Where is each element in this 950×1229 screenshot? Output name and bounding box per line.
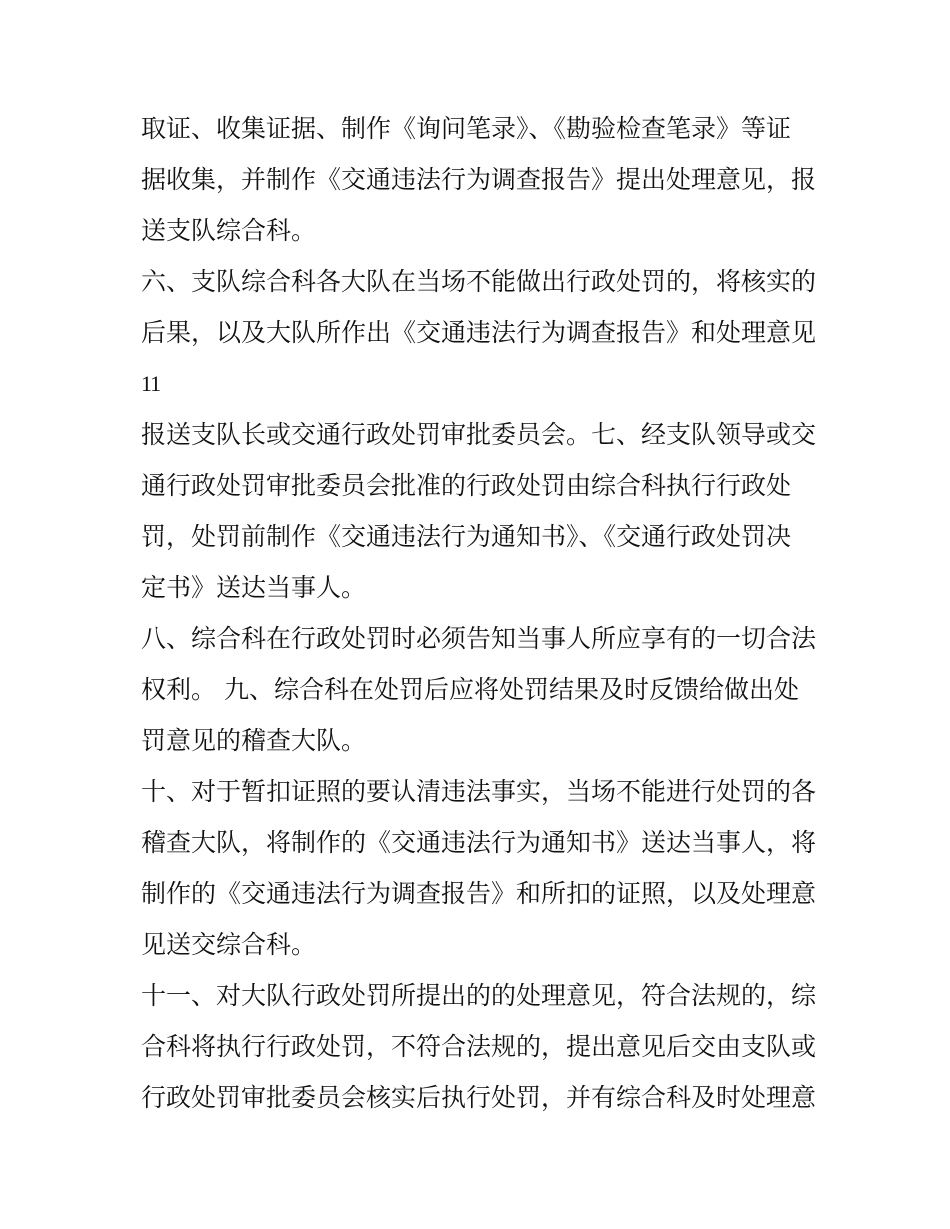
text-line: 罚，处罚前制作《交通违法行为通知书》、《交通行政处罚决 (141, 522, 792, 551)
text-line: 权利。 九、综合科在处罚后应将处罚结果及时反馈给做出处 (141, 675, 799, 704)
text-line: 六、支队综合科各大队在当场不能做出行政处罚的，将核实的 (141, 267, 817, 296)
text-line: 报送支队长或交通行政处罚审批委员会。七、经支队领导或交 (141, 420, 817, 449)
text-line: 合科将执行行政处罚，不符合法规的，提出意见后交由支队或 (141, 1032, 817, 1061)
text-line: 十一、对大队行政处罚所提出的的处理意见，符合法规的，综 (141, 981, 817, 1010)
text-line: 见送交综合科。 (141, 930, 317, 959)
text-line: 十、对于暂扣证照的要认清违法事实，当场不能进行处罚的各 (141, 777, 817, 806)
text-line: 罚意见的稽查大队。 (141, 726, 367, 755)
text-line: 定书》送达当事人。 (141, 573, 367, 602)
text-line: 稽查大队，将制作的《交通违法行为通知书》送达当事人，将 (141, 828, 817, 857)
text-line: 取证、收集证据、制作《询问笔录》、《勘验检查笔录》等证 (141, 114, 792, 143)
text-line: 后果，以及大队所作出《交通违法行为调查报告》和处理意见 (141, 318, 817, 347)
text-line: 行政处罚审批委员会核实后执行处罚，并有综合科及时处理意 (141, 1083, 817, 1112)
document-body (141, 103, 821, 1123)
text-line: 送支队综合科。 (141, 216, 317, 245)
text-line: 八、综合科在行政处罚时必须告知当事人所应享有的一切合法 (141, 624, 817, 653)
text-line: 制作的《交通违法行为调查报告》和所扣的证照，以及处理意 (141, 879, 817, 908)
text-line: 据收集，并制作《交通违法行为调查报告》提出处理意见，报 (141, 165, 817, 194)
page-number: 11 (141, 371, 161, 396)
text-line: 通行政处罚审批委员会批准的行政处罚由综合科执行行政处 (141, 471, 792, 500)
